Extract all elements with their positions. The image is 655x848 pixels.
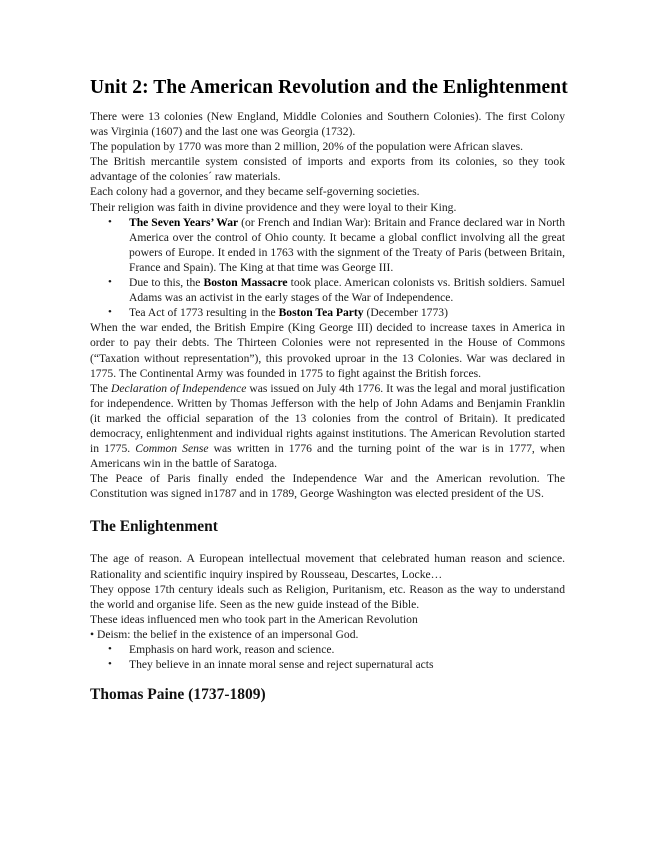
events-list [90,215,565,321]
seven-years-war-term: The Seven Years’ War [129,215,239,229]
section-heading-thomas-paine: Thomas Paine (1737-1809) [90,686,266,704]
document-page [90,0,568,705]
declaration-title: Declaration of Independence [111,381,247,395]
declaration-text: was issued on July 4th 1776. It was the legal and moral justification for independence. Written by Thomas Jefferson with the help of John Adams and Benjamin Franklin (it marked the official separation of the 13 colonies from the control of Britain). It predicated democracy, enlightenment and individual rights against institutions. The American Revolution started in 1775. [90,381,565,456]
tea-party-term: Boston Tea Party [278,306,364,320]
tea-party-prefix: Tea Act of 1773 resulting in the [129,306,279,320]
list-item-tea-party [90,305,565,320]
paragraph-deism: • Deism: the belief in the existence of an impersonal God. [90,627,359,641]
list-item-boston-massacre [90,275,565,305]
paragraph-colonies: There were 13 colonies (New England, Middle Colonies and Southern Colonies). The first Colony was Virginia (1607) and the last one was Georgia (1732). [90,110,565,139]
boston-massacre-term: Boston Massacre [203,276,288,290]
list-item: • Emphasis on hard work, reason and science. [90,642,565,657]
declaration-prefix: The [90,381,112,395]
seven-years-war-text: (or French and Indian War): Britain and France declared war in North America over the control of Ohio county. It became a global conflict involving all the great powers of Europe. It ended in 1763 with the signment of the Treaty of Paris (between Britain, France and Spain). The King at that time was George III. [129,215,565,274]
paragraph-peace: The Peace of Paris finally ended the Independence War and the American revolution. The Constitution was signed in1787 and in 1789, George Washington was elected president of the US. [90,472,565,501]
paragraph-war-ended: When the war ended, the British Empire (King George III) decided to increase taxes in America in order to pay their debts. The Thirteen Colonies were not represented in the House of Commons (“Taxation without representation”), this provoked uproar in the 13 Colonies. War was declared in 1775. The Continental Army was founded in 1775 to fight against the British forces. [90,321,565,380]
tea-party-text: (December 1773) [363,306,448,320]
boston-massacre-text: took place. American colonists vs. British soldiers. Samuel Adams was an activist in the early stages of the War of Independence. [129,276,565,305]
deism-list [90,642,565,672]
paragraph-religion: Their religion was faith in divine providence and they were loyal to their King. [90,200,457,214]
common-sense-title: Common Sense [135,442,209,456]
paragraph-mercantile: The British mercantile system consisted of imports and exports from its colonies, so they took advantage of the colonies´ raw materials. [90,155,565,184]
paragraph-population: The population by 1770 was more than 2 million, 20% of the population were African slaves. [90,140,524,154]
declaration-end: was written in 1776 and the turning point of the war is in 1777, when Americans win in the battle of Saratoga. [90,442,565,471]
paragraph-declaration [90,381,565,472]
boston-massacre-prefix: Due to this, the [129,276,204,290]
list-item-seven-years-war [90,215,565,275]
section-heading-enlightenment: The Enlightenment [90,518,218,536]
intro-section [90,109,565,215]
page-title: Unit 2: The American Revolution and the Enlightenment [90,77,568,98]
paragraph-governor: Each colony had a governor, and they became self-governing societies. [90,185,420,199]
paragraph-oppose: They oppose 17th century ideals such as Religion, Puritanism, etc. Reason as the way to understand the world and organise life. Seen as the new guide instead of the Bible. [90,582,565,611]
paragraph-age-of-reason: The age of reason. A European intellectual movement that celebrated human reason and science. Rationality and scientific inquiry inspired by Rousseau, Descartes, Locke… [90,552,565,581]
enlightenment-section [90,551,565,672]
paragraph-influenced: These ideas influenced men who took part in the American Revolution [90,612,418,626]
list-item: • They believe in an innate moral sense and reject supernatural acts [90,657,565,672]
